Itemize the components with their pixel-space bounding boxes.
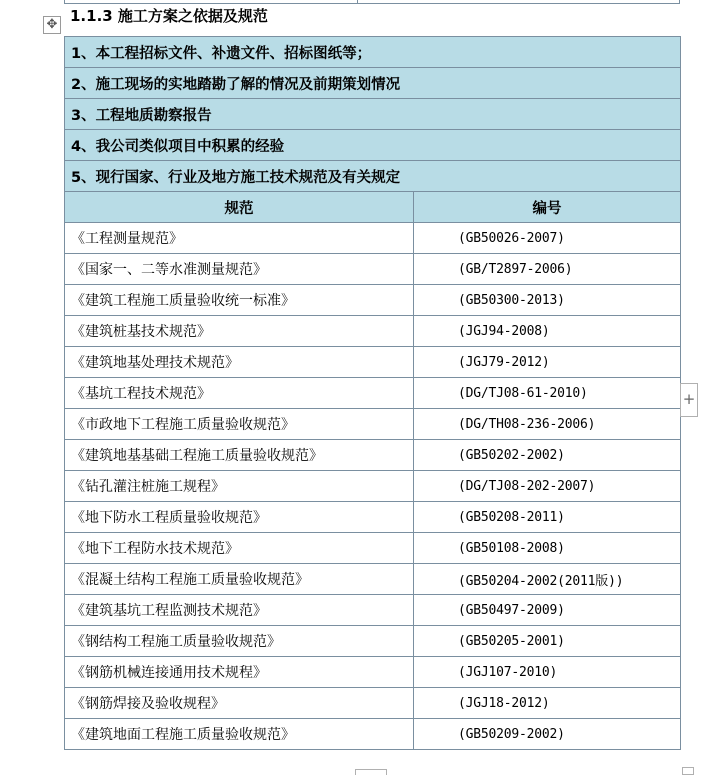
spec-name: 《建筑地面工程施工质量验收规范》 [65, 719, 414, 750]
table-row [65, 595, 681, 626]
spec-name: 《钢筋机械连接通用技术规程》 [65, 657, 414, 688]
table-row [65, 254, 681, 285]
table-row [65, 409, 681, 440]
basis-item: 1、本工程招标文件、补遗文件、招标图纸等； [65, 37, 681, 68]
table-row [65, 440, 681, 471]
spec-name: 《建筑地基处理技术规范》 [65, 347, 414, 378]
basis-item: 4、我公司类似项目中积累的经验 [65, 130, 681, 161]
spec-code: (JGJ18-2012) [414, 688, 681, 719]
table-row [65, 285, 681, 316]
table-row [65, 316, 681, 347]
spec-table [64, 36, 681, 750]
spec-code: (GB50204-2002(2011版)) [414, 564, 681, 595]
basis-row [65, 99, 681, 130]
previous-table-edge [64, 0, 680, 4]
basis-item: 2、施工现场的实地踏勘了解的情况及前期策划情况 [65, 68, 681, 99]
spec-name: 《钢结构工程施工质量验收规范》 [65, 626, 414, 657]
basis-row [65, 37, 681, 68]
spec-name: 《混凝土结构工程施工质量验收规范》 [65, 564, 414, 595]
spec-code: (GB50497-2009) [414, 595, 681, 626]
spec-name: 《市政地下工程施工质量验收规范》 [65, 409, 414, 440]
add-row-handle[interactable] [355, 769, 387, 775]
spec-code: (JGJ79-2012) [414, 347, 681, 378]
spec-code: (GB50205-2001) [414, 626, 681, 657]
spec-code: (DG/TJ08-202-2007) [414, 471, 681, 502]
spec-name: 《建筑地基基础工程施工质量验收规范》 [65, 440, 414, 471]
column-header-name: 规范 [65, 192, 414, 223]
table-resize-handle[interactable] [682, 767, 694, 775]
spec-name: 《地下工程防水技术规范》 [65, 533, 414, 564]
basis-row [65, 68, 681, 99]
spec-name: 《地下防水工程质量验收规范》 [65, 502, 414, 533]
previous-table-divider [357, 0, 358, 4]
spec-code: (GB50202-2002) [414, 440, 681, 471]
table-row [65, 223, 681, 254]
spec-code: (GB/T2897-2006) [414, 254, 681, 285]
spec-name: 《建筑桩基技术规范》 [65, 316, 414, 347]
spec-code: (DG/TH08-236-2006) [414, 409, 681, 440]
spec-name: 《国家一、二等水准测量规范》 [65, 254, 414, 285]
table-row [65, 502, 681, 533]
spec-name: 《基坑工程技术规范》 [65, 378, 414, 409]
section-heading: 1.1.3 施工方案之依据及规范 [70, 7, 268, 25]
spec-code: (GB50209-2002) [414, 719, 681, 750]
basis-item: 5、现行国家、行业及地方施工技术规范及有关规定 [65, 161, 681, 192]
spec-name: 《钢筋焊接及验收规程》 [65, 688, 414, 719]
spec-code: (JGJ94-2008) [414, 316, 681, 347]
table-row [65, 626, 681, 657]
plus-icon[interactable]: + [680, 383, 698, 417]
column-header-row [65, 192, 681, 223]
table-row [65, 347, 681, 378]
basis-row [65, 130, 681, 161]
table-row [65, 719, 681, 750]
spec-code: (GB50208-2011) [414, 502, 681, 533]
spec-code: (GB50300-2013) [414, 285, 681, 316]
table-row [65, 471, 681, 502]
table-row [65, 533, 681, 564]
spec-name: 《建筑工程施工质量验收统一标准》 [65, 285, 414, 316]
table-row [65, 378, 681, 409]
spec-code: (GB50026-2007) [414, 223, 681, 254]
move-icon[interactable]: ✥ [43, 16, 61, 34]
basis-row [65, 161, 681, 192]
basis-item: 3、工程地质勘察报告 [65, 99, 681, 130]
spec-code: (JGJ107-2010) [414, 657, 681, 688]
spec-code: (GB50108-2008) [414, 533, 681, 564]
spec-name: 《工程测量规范》 [65, 223, 414, 254]
spec-name: 《钻孔灌注桩施工规程》 [65, 471, 414, 502]
table-row [65, 657, 681, 688]
spec-name: 《建筑基坑工程监测技术规范》 [65, 595, 414, 626]
table-row [65, 688, 681, 719]
table-row [65, 564, 681, 595]
column-header-code: 编号 [414, 192, 681, 223]
spec-code: (DG/TJ08-61-2010) [414, 378, 681, 409]
